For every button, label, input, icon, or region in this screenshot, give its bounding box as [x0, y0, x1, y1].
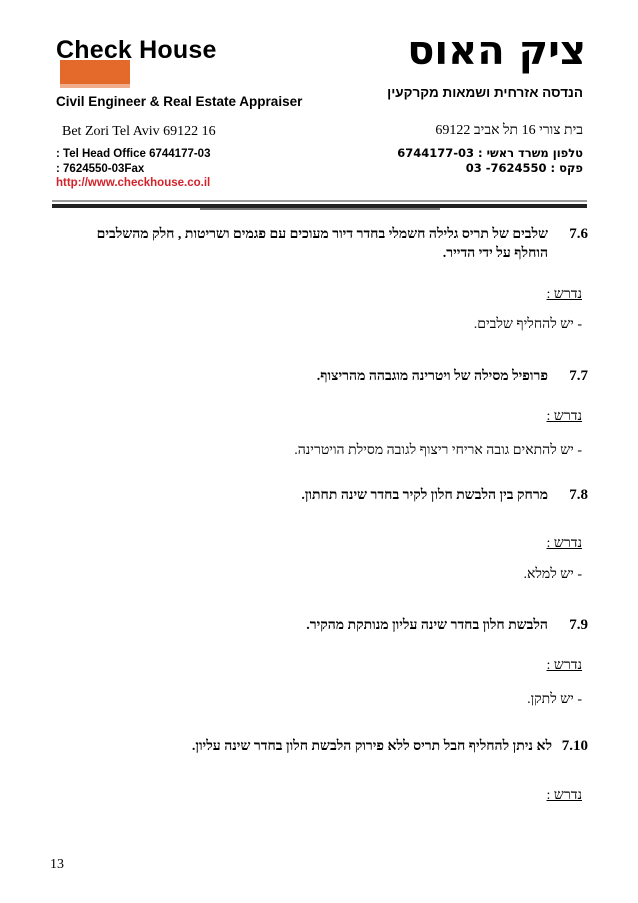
phone-he: טלפון משרד ראשי : 6744177-03 [397, 146, 583, 160]
action-item: - יש לתקן. [527, 692, 582, 707]
item-title: שלבים של תריס גלילה חשמלי בחדר דיור מעוכים עם פגמים ושריטות , חלק מהשלבים [96, 227, 548, 242]
fax-en: : 7624550-03Fax [56, 163, 145, 175]
company-name-en: Check House [56, 36, 217, 64]
item-title-cont: הוחלף על ידי הדייר. [442, 246, 548, 261]
required-label: נדרש : [546, 536, 582, 551]
phone-en: : Tel Head Office 6744177-03 [56, 148, 211, 160]
item-number: 7.9 [569, 617, 588, 633]
action-item: - יש למלא. [523, 567, 582, 582]
item-number: 7.6 [569, 226, 588, 242]
page-number: 13 [50, 857, 64, 872]
company-name-he: ציק האוס [407, 28, 586, 74]
required-label: נדרש : [546, 788, 582, 803]
required-label: נדרש : [546, 287, 582, 302]
required-label: נדרש : [546, 409, 582, 424]
address-en: Bet Zori Tel Aviv 69122 16 [62, 124, 216, 139]
item-title: מרחק בין הלבשת חלון לקיר בחדר שינה תחתון. [301, 488, 548, 503]
item-title: פרופיל מסילה של ויטרינה מוגבהה מהריצוף. [316, 369, 548, 384]
required-label: נדרש : [546, 658, 582, 673]
item-title: הלבשת חלון בחדר שינה עליון מנותקת מהקיר. [306, 618, 548, 633]
fax-he: פקס : 7624550- 03 [465, 161, 583, 175]
action-item: - יש להחליף שלבים. [473, 317, 582, 332]
header-divider-shadow [200, 208, 440, 210]
item-number: 7.7 [569, 368, 588, 384]
item-title: לא ניתן להחליף חבל תריס ללא פירוק הלבשת חלון בחדר שינה עליון. [191, 739, 552, 754]
item-number: 7.10 [561, 738, 588, 754]
address-he: בית צורי 16 תל אביב 69122 [435, 123, 583, 138]
subtitle-en: Civil Engineer & Real Estate Appraiser [56, 94, 303, 109]
action-item: - יש להתאים גובה אריחי ריצוף לגובה מסילת הויטרינה. [294, 443, 582, 458]
logo-orange-underline [60, 84, 130, 88]
header-divider-thin [52, 200, 587, 202]
website-link[interactable]: http://www.checkhouse.co.il [56, 177, 211, 189]
item-number: 7.8 [569, 487, 588, 503]
subtitle-he: הנדסה אזרחית ושמאות מקרקעין [387, 85, 583, 100]
